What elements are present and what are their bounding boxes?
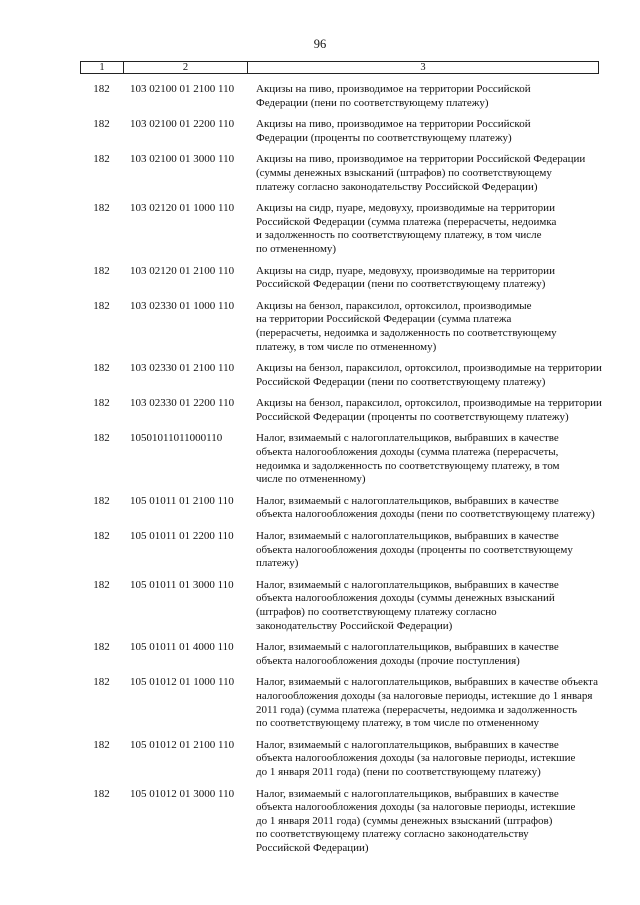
table-row (80, 202, 599, 256)
description-line: Налог, взимаемый с налогоплательщиков, выбравших в качестве объекта (256, 676, 598, 689)
description-line: на территории Российской Федерации (сумма платежа (256, 313, 512, 326)
description-line: Российской Федерации (сумма платежа (перерасчеты, недоимка (256, 215, 557, 228)
table-row (80, 265, 599, 292)
description-cell (254, 397, 602, 424)
description-line: Налог, взимаемый с налогоплательщиков, выбравших в качестве (256, 738, 559, 751)
description-line: Налог, взимаемый с налогоплательщиков, выбравших в качестве (256, 641, 559, 654)
description-line: Акцизы на сидр, пуаре, медовуху, производимые на территории (256, 202, 555, 215)
budget-classification-code-cell: 103 02120 01 2100 110 (130, 264, 235, 277)
description-cell (254, 739, 599, 780)
admin-code-cell: 182 (93, 578, 110, 591)
budget-classification-code-cell: 105 01011 01 2100 110 (130, 494, 234, 507)
budget-classification-code-cell: 105 01012 01 3000 110 (130, 787, 235, 800)
table-row (80, 118, 599, 145)
code-table-body (80, 83, 602, 864)
budget-classification-code-cell: 103 02100 01 2200 110 (130, 118, 235, 131)
description-line: объекта налогообложения доходы (прочие поступления) (256, 654, 520, 667)
description-line: Налог, взимаемый с налогоплательщиков, выбравших в качестве (256, 578, 559, 591)
budget-classification-code-cell: 10501011011000110 (130, 432, 223, 445)
description-line: объекта налогообложения доходы (за налоговые периоды, истекшие (256, 752, 576, 765)
budget-classification-code-cell: 105 01012 01 1000 110 (130, 676, 235, 689)
description-line: Налог, взимаемый с налогоплательщиков, выбравших в качестве (256, 494, 559, 507)
table-row (80, 739, 599, 780)
budget-classification-code-cell: 105 01011 01 2200 110 (130, 530, 234, 543)
admin-code-cell: 182 (93, 202, 110, 215)
budget-classification-code-cell: 105 01011 01 4000 110 (130, 641, 234, 654)
description-line: Российской Федерации (пени по соответствующему платежу) (256, 375, 546, 388)
column-header-row (81, 62, 599, 74)
description-line: по соответствующему платежу согласно законодательству (256, 828, 529, 841)
description-line: (перерасчеты, недоимка и задолженность по соответствующему (256, 326, 557, 339)
budget-classification-code-cell: 103 02330 01 1000 110 (130, 299, 235, 312)
description-line: числе по отмененному) (256, 473, 366, 486)
description-line: и задолженность по соответствующему платежу, в том числе (256, 229, 542, 242)
table-row (80, 432, 599, 486)
table-row (80, 300, 599, 354)
description-line: по отмененному) (256, 242, 337, 255)
description-line: объекта налогообложения доходы (пени по соответствующему платежу) (256, 508, 595, 521)
description-line: Налог, взимаемый с налогоплательщиков, выбравших в качестве (256, 787, 559, 800)
admin-code-cell: 182 (93, 299, 110, 312)
description-cell (254, 202, 599, 256)
budget-classification-code-cell: 103 02100 01 2100 110 (130, 83, 235, 95)
description-line: объекта налогообложения доходы (сумма платежа (перерасчеты, (256, 446, 559, 459)
admin-code-cell: 182 (93, 530, 110, 543)
description-line: Акцизы на пиво, производимое на территории Российской (256, 118, 531, 131)
column-header-2: 2 (124, 62, 248, 74)
description-line: законодательству Российской Федерации) (256, 619, 453, 632)
budget-classification-code-cell: 103 02330 01 2100 110 (130, 362, 235, 375)
budget-classification-code-cell: 103 02330 01 2200 110 (130, 397, 235, 410)
description-line: Российской Федерации) (256, 841, 369, 854)
description-line: объекта налогообложения доходы (проценты по соответствующему (256, 543, 573, 556)
description-line: объекта налогообложения доходы (суммы денежных взысканий (256, 592, 555, 605)
description-cell (254, 641, 599, 668)
table-row (80, 495, 599, 522)
description-line: по соответствующему платежу, в том числе по отмененному (256, 717, 540, 730)
admin-code-cell: 182 (93, 494, 110, 507)
description-cell (254, 530, 599, 571)
admin-code-cell: 182 (93, 153, 110, 166)
description-line: Акцизы на пиво, производимое на территории Российской Федерации (256, 153, 586, 166)
column-header-1: 1 (81, 62, 124, 74)
description-line: Российской Федерации (проценты по соответствующему платежу) (256, 410, 569, 423)
description-line: Акцизы на бензол, параксилол, ортоксилол, производимые на территории (256, 397, 602, 410)
admin-code-cell: 182 (93, 738, 110, 751)
description-line: объекта налогообложения доходы (за налоговые периоды, истекшие (256, 801, 576, 814)
description-cell (254, 153, 599, 194)
budget-classification-code-cell: 103 02100 01 3000 110 (130, 153, 235, 166)
description-line: 2011 года) (сумма платежа (перерасчеты, недоимка и задолженность (256, 703, 578, 716)
description-line: Акцизы на бензол, параксилол, ортоксилол, производимые (256, 299, 532, 312)
description-line: до 1 января 2011 года) (суммы денежных взысканий (штрафов) (256, 814, 553, 827)
column-header-3: 3 (248, 62, 599, 74)
description-cell (254, 495, 599, 522)
description-line: Налог, взимаемый с налогоплательщиков, выбравших в качестве (256, 530, 559, 543)
admin-code-cell: 182 (93, 362, 110, 375)
description-cell (254, 300, 599, 354)
description-line: (суммы денежных взысканий (штрафов) по соответствующему (256, 166, 552, 179)
description-line: Федерации (пени по соответствующему платежу) (256, 96, 489, 109)
description-line: Налог, взимаемый с налогоплательщиков, выбравших в качестве (256, 432, 559, 445)
column-header-table (80, 61, 599, 74)
budget-classification-code-cell: 105 01011 01 3000 110 (130, 578, 234, 591)
description-cell (254, 579, 599, 633)
description-line: Акцизы на бензол, параксилол, ортоксилол, производимые на территории (256, 362, 602, 375)
description-cell (254, 83, 599, 110)
table-row (80, 397, 602, 424)
budget-classification-code-cell: 105 01012 01 2100 110 (130, 738, 235, 751)
table-row (80, 153, 599, 194)
admin-code-cell: 182 (93, 397, 110, 410)
description-line: платежу) (256, 557, 299, 570)
description-line: Акцизы на сидр, пуаре, медовуху, производимые на территории (256, 264, 555, 277)
description-line: налогообложения доходы (за налоговые периоды, истекшие до 1 января (256, 689, 593, 702)
admin-code-cell: 182 (93, 264, 110, 277)
table-row (80, 530, 599, 571)
description-line: Акцизы на пиво, производимое на территории Российской (256, 83, 531, 95)
description-line: (штрафов) по соответствующему платежу согласно (256, 606, 497, 618)
admin-code-cell: 182 (93, 787, 110, 800)
description-line: недоимка и задолженность по соответствующему платежу, в том (256, 459, 560, 472)
table-row (80, 788, 599, 856)
description-cell (254, 788, 599, 856)
table-row (80, 641, 599, 668)
description-cell (254, 265, 599, 292)
page-number: 96 (313, 37, 327, 51)
description-line: Российской Федерации (пени по соответствующему платежу) (256, 278, 546, 291)
description-cell (254, 362, 602, 389)
admin-code-cell: 182 (93, 641, 110, 654)
description-cell (254, 432, 599, 486)
table-row (80, 362, 602, 389)
description-line: Федерации (проценты по соответствующему платежу) (256, 131, 512, 144)
description-line: до 1 января 2011 года) (пени по соответствующему платежу) (256, 765, 541, 778)
description-line: платежу согласно законодательству Российской Федерации) (256, 180, 538, 193)
description-line: платежу, в том числе по отмененному) (256, 340, 437, 353)
table-row (80, 579, 599, 633)
description-cell (254, 676, 599, 730)
description-cell (254, 118, 599, 145)
admin-code-cell: 182 (93, 118, 110, 131)
table-row (80, 676, 599, 730)
admin-code-cell: 182 (93, 676, 110, 689)
admin-code-cell: 182 (93, 432, 110, 445)
budget-classification-code-cell: 103 02120 01 1000 110 (130, 202, 235, 215)
table-row (80, 83, 599, 110)
admin-code-cell: 182 (93, 83, 110, 95)
